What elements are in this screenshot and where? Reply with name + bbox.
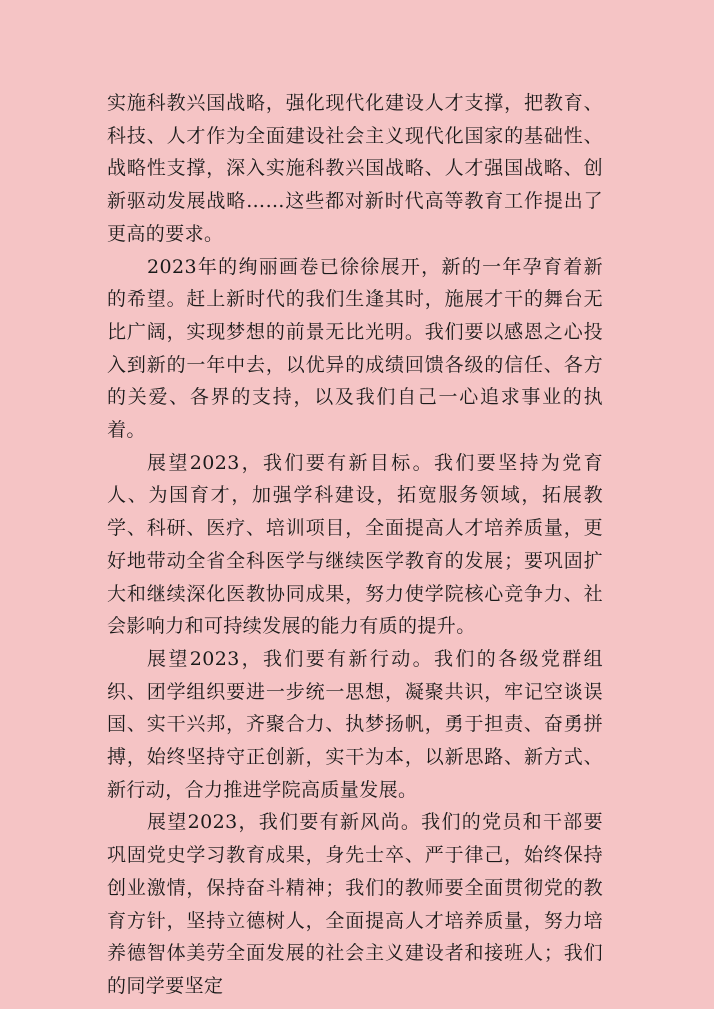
document-body bbox=[107, 87, 603, 1003]
paragraph-new-goals: 展望2023，我们要有新目标。我们要坚持为党育人、为国育才，加强学科建设，拓宽服务领域，拓展教学、科研、医疗、培训项目，全面提高人才培养质量，更好地带动全省全科医学与继续医学教育的发展；要巩固扩大和继续深化医教协同成果，努力使学院核心竞争力、社会影响力和可持续发展的能力有质的提升。 bbox=[107, 451, 603, 638]
paragraph-new-actions: 展望2023，我们要有新行动。我们的各级党群组织、团学组织要进一步统一思想，凝聚共识，牢记空谈误国、实干兴邦，齐聚合力、执梦扬帆，勇于担责、奋勇拼搏，始终坚持守正创新，实干为本，以新思路、新方式、新行动，合力推进学院高质量发展。 bbox=[107, 647, 603, 801]
paragraph-intro-continuation: 实施科教兴国战略，强化现代化建设人才支撑，把教育、科技、人才作为全面建设社会主义现代化国家的基础性、战略性支撑，深入实施科教兴国战略、人才强国战略、创新驱动发展战略……这些都对新时代高等教育工作提出了更高的要求。 bbox=[107, 92, 603, 245]
paragraph-new-year: 2023年的绚丽画卷已徐徐展开，新的一年孕育着新的希望。赶上新时代的我们生逢其时，施展才干的舞台无比广阔，实现梦想的前景无比光明。我们要以感恩之心投入到新的一年中去，以优异的成绩回馈各级的信任、各方的关爱、各界的支持，以及我们自己一心追求事业的执着。 bbox=[107, 255, 603, 442]
paragraph-new-style: 展望2023，我们要有新风尚。我们的党员和干部要巩固党史学习教育成果，身先士卒、严于律己，始终保持创业激情，保持奋斗精神；我们的教师要全面贯彻党的教育方针，坚持立德树人，全面提高人才培养质量，努力培养德智体美劳全面发展的社会主义建设者和接班人；我们的同学要坚定 bbox=[107, 811, 603, 997]
